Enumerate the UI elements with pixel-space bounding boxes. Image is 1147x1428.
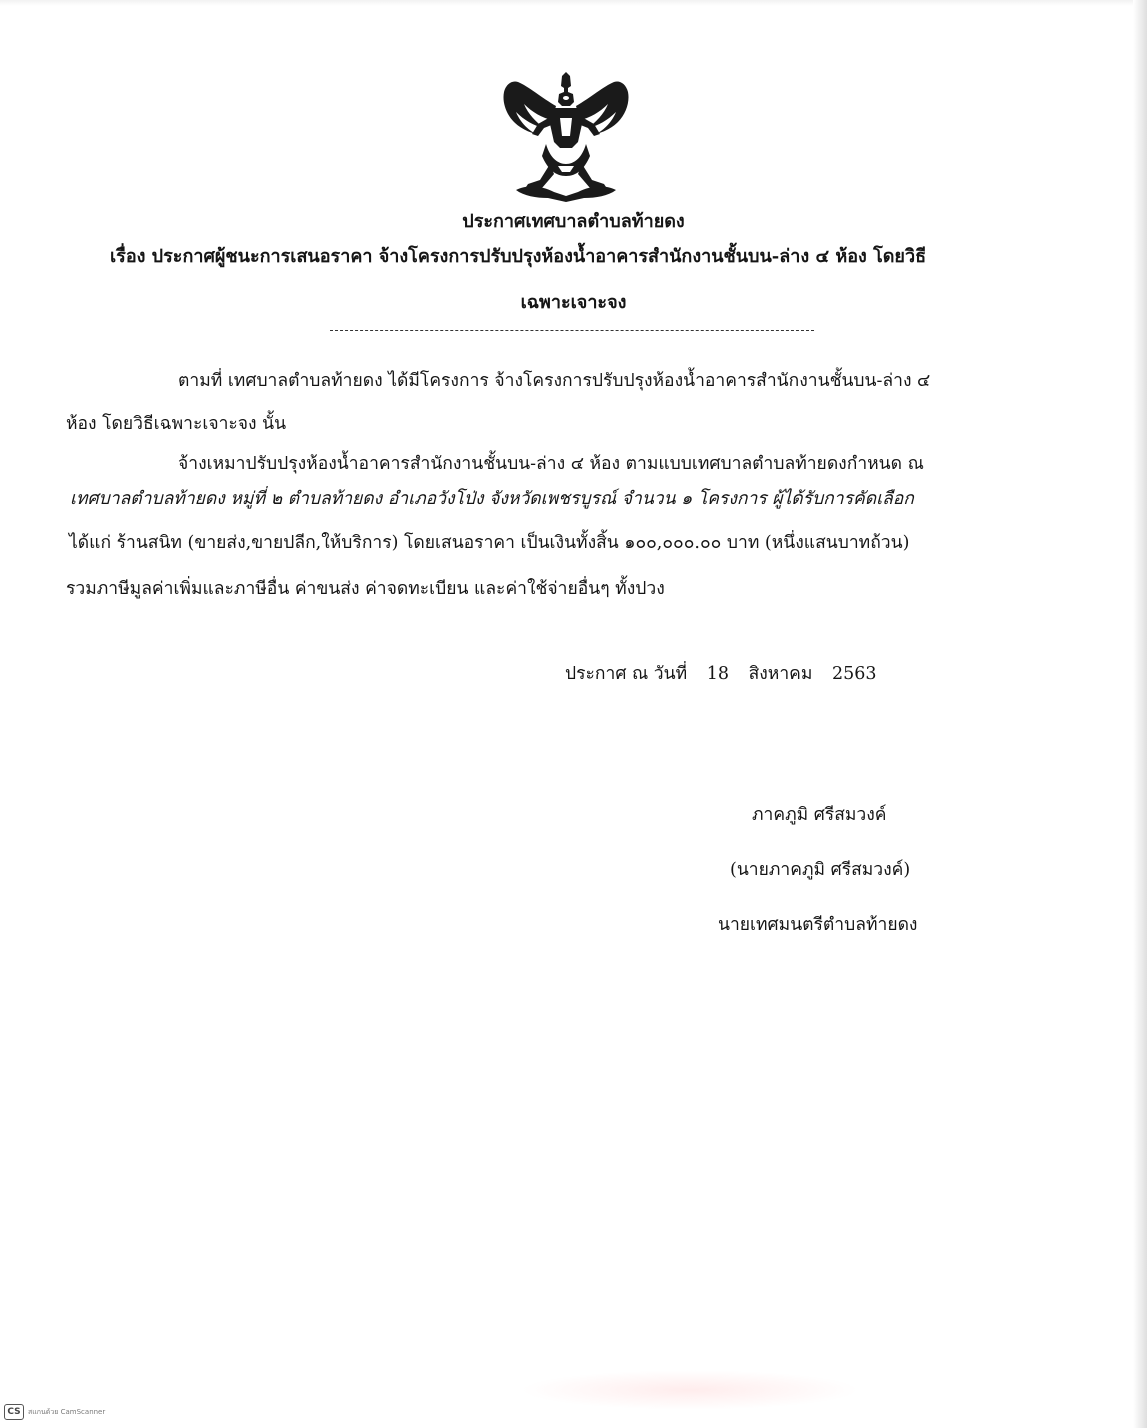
paper-stain	[520, 1370, 860, 1410]
scanner-text: สแกนด้วย CamScanner	[28, 1407, 106, 1416]
date-prefix: ประกาศ ณ วันที่	[565, 664, 688, 684]
body-line: ตามที่ เทศบาลตำบลท้ายดง ได้มีโครงการ จ้างโครงการปรับปรุงห้องน้ำอาคารสำนักงานชั้นบน-ล่าง ๔	[178, 371, 931, 391]
announcement-date	[565, 659, 891, 687]
body-line: จ้างเหมาปรับปรุงห้องน้ำอาคารสำนักงานชั้นบน-ล่าง ๔ ห้อง ตามแบบเทศบาลตำบลท้ายดงกำหนด ณ	[178, 454, 924, 474]
dashed-divider	[330, 330, 814, 331]
signed-name: ภาคภูมิ ศรีสมวงค์	[752, 805, 887, 825]
body-line: ได้แก่ ร้านสนิท (ขายส่ง,ขายปลีก,ให้บริการ) โดยเสนอราคา เป็นเงินทั้งสิ้น ๑๐๐,๐๐๐.๐๐ บาท (หนึ่งแสนบาทถ้วน)	[69, 533, 910, 553]
subject-line-continued: เฉพาะเจาะจง	[520, 292, 627, 313]
subject-line: เรื่อง ประกาศผู้ชนะการเสนอราคา จ้างโครงการปรับปรุงห้องน้ำอาคารสำนักงานชั้นบน-ล่าง ๔ ห้อง โดยวิธี	[110, 246, 927, 267]
date-day: 18	[706, 664, 729, 684]
body-line: ห้อง โดยวิธีเฉพาะเจาะจง นั้น	[66, 414, 287, 434]
paper-edge	[0, 0, 1147, 6]
printed-name: (นายภาคภูมิ ศรีสมวงค์)	[730, 860, 911, 880]
body-line: เทศบาลตำบลท้ายดง หมู่ที่ ๒ ตำบลท้ายดง อำเภอวังโป่ง จังหวัดเพชรบูรณ์ จำนวน ๑ โครงการ ผู้ได้รับการคัดเลือก	[70, 489, 914, 509]
scanner-watermark	[4, 1404, 105, 1420]
date-month: สิงหาคม	[748, 664, 813, 684]
signer-position: นายเทศมนตรีตำบลท้ายดง	[718, 915, 918, 935]
camscanner-icon: CS	[4, 1404, 24, 1420]
date-year: 2563	[831, 664, 877, 684]
body-line: รวมภาษีมูลค่าเพิ่มและภาษีอื่น ค่าขนส่ง ค่าจดทะเบียน และค่าใช้จ่ายอื่นๆ ทั้งปวง	[66, 579, 665, 599]
garuda-emblem-icon	[498, 72, 634, 202]
document-title: ประกาศเทศบาลตำบลท้ายดง	[462, 211, 685, 232]
